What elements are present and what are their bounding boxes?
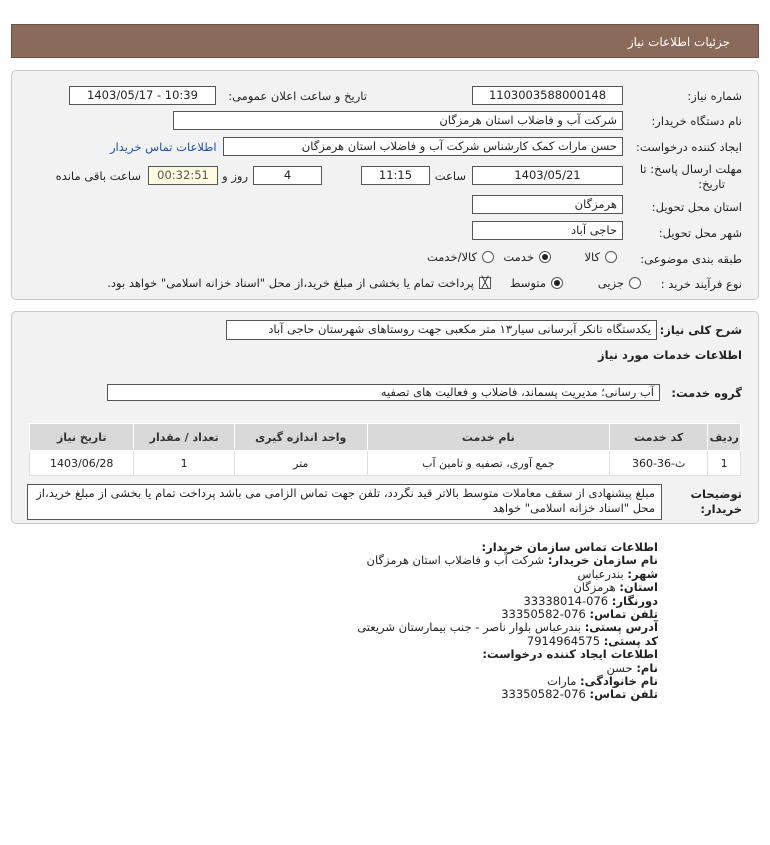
- contact-heading: اطلاعات تماس سازمان خریدار:: [481, 540, 658, 554]
- payment-text: پرداخت تمام یا بخشی از مبلغ خرید،از محل "اسناد خزانه اسلامی" خواهد بود.: [107, 276, 474, 290]
- category-goods-label: کالا: [584, 250, 600, 264]
- process-medium-radio[interactable]: [551, 277, 563, 289]
- col-row-number: ردیف: [708, 424, 741, 451]
- requester-label: ایجاد کننده درخواست:: [636, 140, 742, 154]
- payment-checkbox[interactable]: ╳: [479, 277, 491, 289]
- contact-address: بندرعباس بلوار ناصر - جنب بیمارستان شریعتی: [357, 620, 582, 635]
- time-label: ساعت: [434, 169, 466, 183]
- creator-name-label: نام:: [636, 660, 658, 675]
- contact-province-label: استان:: [619, 580, 658, 595]
- contact-fax: 076-33338014: [523, 593, 609, 608]
- table-header-row: [30, 424, 741, 451]
- page-header: [11, 24, 759, 58]
- page-title: جزئیات اطلاعات نیاز: [627, 35, 730, 49]
- col-service-code: کد خدمت: [610, 424, 708, 451]
- days-label: روز و: [222, 169, 248, 183]
- buyer-org-label: نام دستگاه خریدار:: [651, 114, 742, 128]
- contact-postal: 7914964575: [526, 633, 601, 648]
- creator-phone: 076-33350582: [501, 687, 586, 702]
- col-quantity: تعداد / مقدار: [134, 424, 234, 451]
- contact-fax-label: دورنگار:: [611, 593, 658, 608]
- col-need-date: تاریخ نیاز: [30, 424, 134, 451]
- cell-service-code: ث-36-360: [610, 451, 708, 476]
- process-medium-label: متوسط: [509, 276, 546, 290]
- notes-field: مبلغ پیشنهادی از سقف معاملات متوسط بالاتر قید نگردد، تلفن جهت تماس الزامی می باشد پرداخت تمام یا بخشی از مبلغ خرید،از محل "اسناد خزانه اسلامی" خواهد: [27, 484, 662, 520]
- need-number-label: شماره نیاز:: [687, 89, 742, 103]
- deadline-label: مهلت ارسال پاسخ: تا: [639, 162, 742, 176]
- city-label: شهر محل تحویل:: [658, 226, 742, 240]
- service-group-label: گروه خدمت:: [671, 386, 742, 400]
- announce-field: 1403/05/17 - 10:39: [69, 86, 216, 105]
- creator-family: مارات: [547, 674, 577, 689]
- contact-province: هرمزگان: [573, 580, 616, 595]
- contact-org-label: نام سازمان خریدار:: [547, 553, 658, 568]
- services-table: [29, 423, 741, 476]
- creator-family-label: نام خانوادگی:: [580, 674, 658, 689]
- buyer-contact-info: [18, 541, 658, 702]
- description-label: شرح کلی نیاز:: [659, 323, 742, 337]
- cell-quantity: 1: [134, 451, 234, 476]
- creator-phone-label: تلفن تماس:: [589, 687, 658, 702]
- category-goods-service-radio[interactable]: [482, 251, 494, 263]
- contact-address-label: آدرس پستی:: [584, 620, 658, 635]
- creator-name: حسن: [606, 660, 633, 675]
- contact-phone-label: تلفن تماس:: [589, 607, 658, 622]
- col-unit: واحد اندازه گیری: [234, 424, 367, 451]
- deadline-label-date: تاریخ:: [698, 177, 725, 191]
- contact-city: بندرعباس: [577, 566, 624, 581]
- table-row: [30, 451, 741, 476]
- city-field: حاجی آباد: [472, 221, 623, 240]
- contact-phone: 076-33350582: [501, 607, 586, 622]
- province-label: استان محل تحویل:: [651, 200, 742, 214]
- process-minor-label: جزیی: [597, 276, 624, 290]
- creator-heading: اطلاعات ایجاد کننده درخواست:: [482, 647, 658, 662]
- contact-org: شرکت آب و فاضلاب استان هرمزگان: [366, 553, 545, 568]
- announce-label: تاریخ و ساعت اعلان عمومی:: [228, 89, 367, 103]
- notes-label: توضیحات: [690, 487, 742, 501]
- need-number-field: 1103003588000148: [472, 86, 623, 105]
- buyer-contact-link[interactable]: اطلاعات تماس خریدار: [110, 140, 217, 154]
- cell-unit: متر: [234, 451, 367, 476]
- process-label: نوع فرآیند خرید :: [660, 277, 742, 291]
- category-goods-radio[interactable]: [605, 251, 617, 263]
- category-service-label: خدمت: [503, 250, 534, 264]
- deadline-time-field: 11:15: [361, 166, 430, 185]
- remaining-time-field: 00:32:51: [148, 166, 218, 185]
- category-goods-service-label: کالا/خدمت: [426, 250, 477, 264]
- contact-postal-label: کد پستی:: [603, 633, 658, 648]
- description-field: یکدستگاه تانکر آبرسانی سیار۱۳ متر مکعبی جهت روستاهای شهرستان حاجی آباد: [226, 320, 657, 340]
- notes-label-buyer: خریدار:: [700, 502, 742, 516]
- days-field: 4: [253, 166, 322, 185]
- process-minor-radio[interactable]: [629, 277, 641, 289]
- deadline-date-field: 1403/05/21: [472, 166, 623, 185]
- requester-field: حسن مارات کمک کارشناس شرکت آب و فاضلاب استان هرمزگان: [223, 137, 623, 156]
- cell-row-number: 1: [708, 451, 741, 476]
- cell-need-date: 1403/06/28: [30, 451, 134, 476]
- category-label: طبقه بندی موضوعی:: [640, 252, 742, 266]
- buyer-org-field: شرکت آب و فاضلاب استان هرمزگان: [173, 111, 623, 130]
- contact-city-label: شهر:: [627, 566, 658, 581]
- cell-service-name: جمع آوری، تصفیه و تامین آب: [367, 451, 609, 476]
- province-field: هرمزگان: [472, 195, 623, 214]
- category-service-radio[interactable]: [539, 251, 551, 263]
- services-heading: اطلاعات خدمات مورد نیاز: [598, 348, 742, 362]
- service-group-field: آب رسانی؛ مدیریت پسماند، فاضلاب و فعالیت های تصفیه: [107, 384, 660, 401]
- col-service-name: نام خدمت: [367, 424, 609, 451]
- remaining-label: ساعت باقی مانده: [55, 169, 141, 183]
